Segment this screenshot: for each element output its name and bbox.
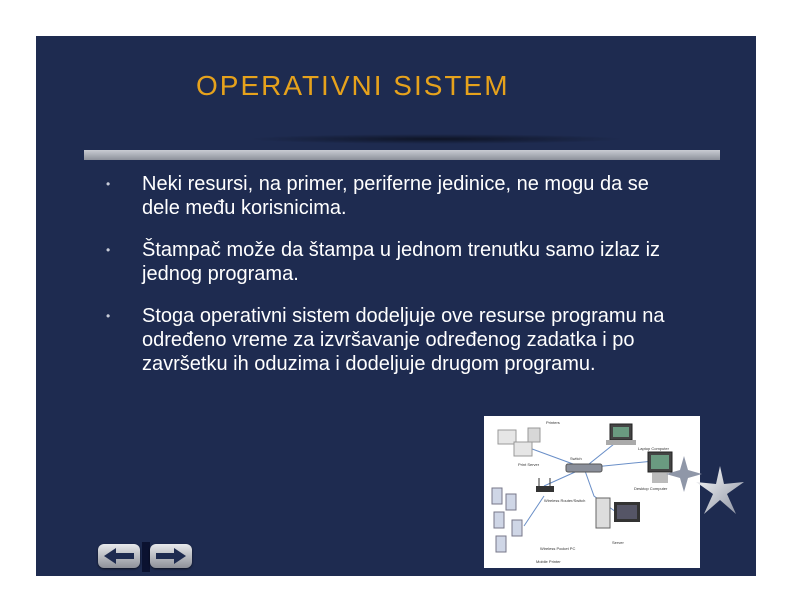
- bullet-item: [106, 238, 666, 286]
- slide-title: OPERATIVNI SISTEM: [196, 70, 510, 101]
- star-icon: [694, 464, 746, 516]
- next-slide-button[interactable]: [150, 544, 192, 568]
- bullet-icon: •: [106, 177, 111, 191]
- image-label: Wireless Router/Switch: [544, 498, 586, 503]
- slide: [36, 36, 756, 576]
- bullet-icon: •: [106, 243, 111, 257]
- image-label: Laptop Computer: [638, 446, 669, 451]
- image-label: Wireless Pocket PC: [540, 546, 576, 551]
- image-label: Server: [612, 540, 624, 545]
- image-label: Switch: [570, 456, 582, 461]
- bullet-text: Stoga operativni sistem dodeljuje ove resurse programu na određeno vreme za izvršavanje određenog zadatka i po završetku ih oduzima i dodeljuje drugom programu.: [142, 305, 665, 375]
- bullet-list: [106, 172, 666, 394]
- image-label: Mobile Printer: [536, 559, 561, 564]
- bullet-icon: •: [106, 309, 111, 323]
- image-label: Desktop Computer: [634, 486, 668, 491]
- image-label: Print Server: [518, 462, 540, 467]
- bullet-item: [106, 172, 666, 220]
- nav-divider: [142, 542, 150, 572]
- image-label: Printers: [546, 420, 560, 425]
- bullet-item: [106, 304, 666, 376]
- arrow-right-icon: [150, 544, 192, 568]
- bullet-text: Neki resursi, na primer, periferne jedinice, ne mogu da se dele među korisnicima.: [142, 173, 649, 219]
- title-rule: [84, 150, 720, 160]
- title-shadow: [246, 134, 626, 144]
- bullet-text: Štampač može da štampa u jednom trenutku samo izlaz iz jednog programa.: [142, 239, 661, 285]
- arrow-left-icon: [98, 544, 140, 568]
- prev-slide-button[interactable]: [98, 544, 140, 568]
- printer-icon: [498, 428, 540, 456]
